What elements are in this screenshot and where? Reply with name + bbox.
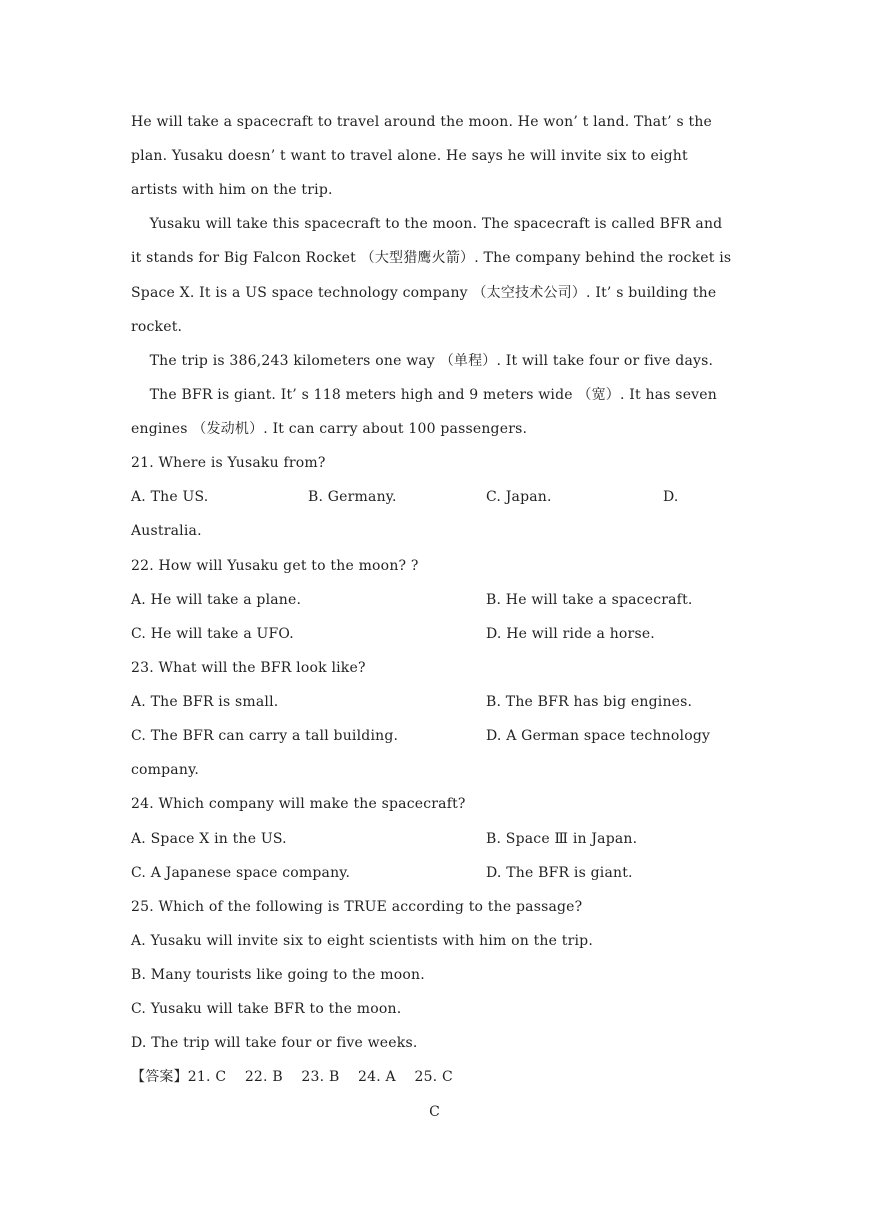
option-d-wrap: company. [131,762,199,778]
option-c: C. Japan. [486,489,552,505]
question-stem: 23. What will the BFR look like? [131,660,366,676]
answer-key: 【答案】21. C 22. B 23. B 24. A 25. C [131,1069,453,1085]
passage-line: Yusaku will take this spacecraft to the moon. The spacecraft is called BFR and [131,216,723,232]
question-stem: 25. Which of the following is TRUE according to the passage? [131,899,583,915]
option-d: D. The trip will take four or five weeks. [131,1035,418,1051]
passage-line: plan. Yusaku doesn’ t want to travel alone. He says he will invite six to eight [131,148,688,164]
passage-line: The BFR is giant. It’ s 118 meters high and 9 meters wide （宽）. It has seven [131,387,717,403]
option-a: A. He will take a plane. [131,592,302,608]
option-b: B. Many tourists like going to the moon. [131,967,425,983]
option-d: D. [663,489,679,505]
option-d: D. He will ride a horse. [486,626,655,642]
option-a: A. Space X in the US. [131,831,287,847]
option-d-wrap: Australia. [131,523,202,539]
option-a: A. Yusaku will invite six to eight scientists with him on the trip. [131,933,593,949]
option-c: C. He will take a UFO. [131,626,294,642]
option-d: D. The BFR is giant. [486,865,633,881]
question-stem: 24. Which company will make the spacecraft? [131,796,466,812]
option-a: A. The US. [131,489,209,505]
passage-line: The trip is 386,243 kilometers one way （单程）. It will take four or five days. [131,353,714,369]
option-c: C. A Japanese space company. [131,865,351,881]
passage-line: it stands for Big Falcon Rocket （大型猎鹰火箭）. The company behind the rocket is [131,250,732,266]
option-b: B. He will take a spacecraft. [486,592,693,608]
passage-line: artists with him on the trip. [131,182,333,198]
section-label: C [429,1104,440,1120]
passage-line: engines （发动机）. It can carry about 100 passengers. [131,421,528,437]
option-b: B. Germany. [308,489,397,505]
option-a: A. The BFR is small. [131,694,279,710]
question-stem: 22. How will Yusaku get to the moon? ? [131,558,419,574]
passage-line: Space X. It is a US space technology company （太空技术公司）. It’ s building the [131,285,717,301]
option-b: B. The BFR has big engines. [486,694,693,710]
passage-line: He will take a spacecraft to travel around the moon. He won’ t land. That’ s the [131,114,713,130]
option-b: B. Space Ⅲ in Japan. [486,831,638,847]
passage-line: rocket. [131,319,183,335]
option-d: D. A German space technology [486,728,711,744]
option-c: C. The BFR can carry a tall building. [131,728,399,744]
question-stem: 21. Where is Yusaku from? [131,455,326,471]
option-c: C. Yusaku will take BFR to the moon. [131,1001,402,1017]
